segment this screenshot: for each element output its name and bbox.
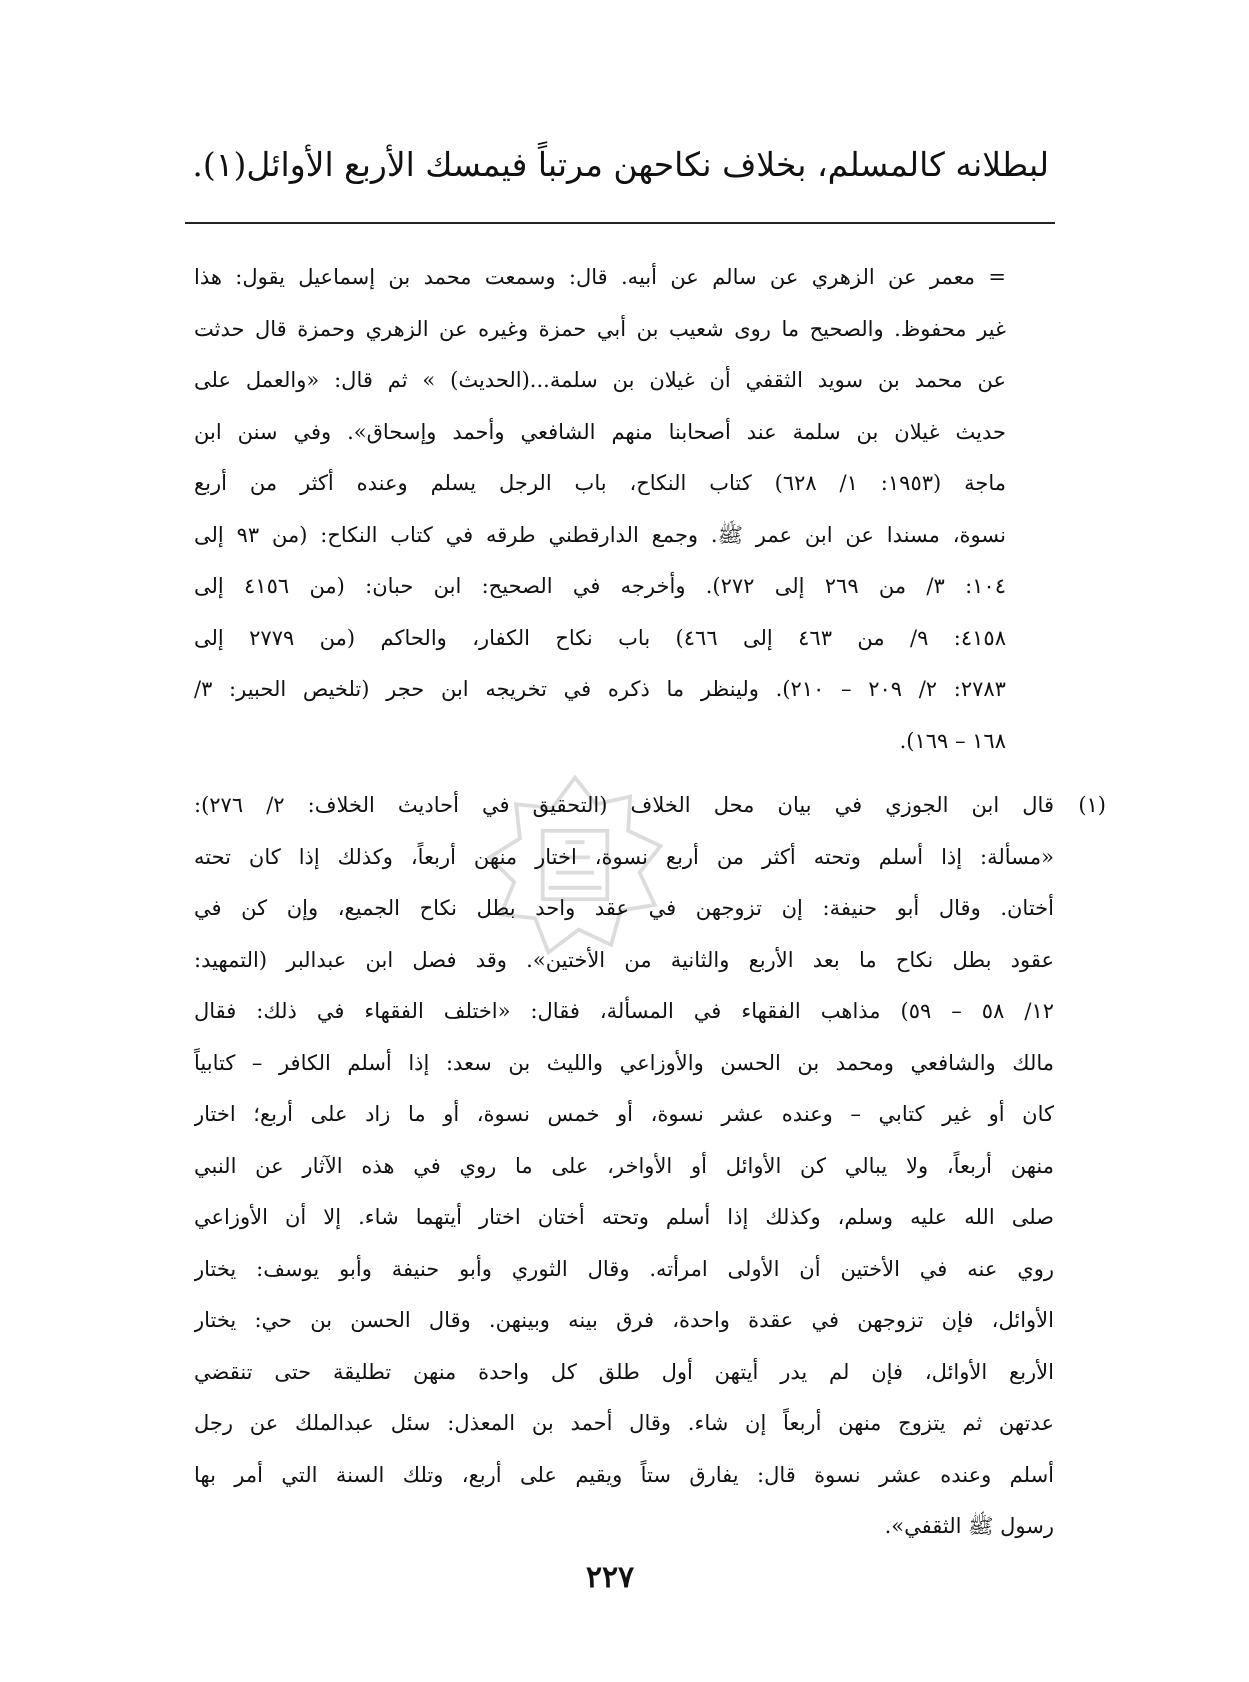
footnote-line: الأربع الأوائل، فإن لم يدر أيتهن أول طلق كل واحدة منهن تطليقة حتى تنقضي [194,1359,1054,1384]
footnote-line: قال ابن الجوزي في بيان محل الخلاف (التحقيق في أحاديث الخلاف: ٢/ ٢٧٦): [194,793,1054,817]
footnote-marker: (١) [1078,793,1106,817]
footnote-line: غير محفوظ. والصحيح ما روى شعيب بن أبي حمزة وغيره عن الزهري وحمزة قال حدثت [194,316,1006,341]
footnote-line: عقود بطل نكاح ما بعد الأربع والثانية من الأختين». وقد فصل ابن عبدالبر (التمهيد: [194,947,1054,972]
footnote-line: ٢٧٨٣: ٢/ ٢٠٩ – ٢١٠). ولينظر ما ذكره في تخريجه ابن حجر (تلخيص الحبير: ٣/ [194,677,1006,701]
footnote-line: عن محمد بن سويد الثقفي أن غيلان بن سلمة...(الحديث) » ثم قال: «والعمل على [194,368,1006,392]
footnote-line: ١٠٤: ٣/ من ٢٦٩ إلى ٢٧٢). وأخرجه في الصحيح: ابن حبان: (من ٤١٥٦ إلى [194,574,1006,598]
main-text-line: لبطلانه كالمسلم، بخلاف نكاحهن مرتباً فيمسك الأربع الأوائل(١). [192,145,1049,184]
footnote-line: مالك والشافعي ومحمد بن الحسن والأوزاعي والليث بن سعد: إذا أسلم الكافر – كتابياً [194,1050,1054,1075]
footnote-line: كان أو غير كتابي – وعنده عشر نسوة، أو خمس نسوة، أو ما زاد على أربع؛ اختار [194,1102,1054,1126]
footnote-line: = معمر عن الزهري عن سالم عن أبيه. قال: وسمعت محمد بن إسماعيل يقول: هذا [194,265,1006,289]
footnote-line: حديث غيلان بن سلمة عند أصحابنا منهم الشافعي وأحمد وإسحاق». وفي سنن ابن [194,419,1006,444]
footnote-continuation [194,252,1006,767]
page-number: ٢٢٧ [585,1560,635,1595]
footnote-line: «مسألة: إذا أسلم وتحته أكثر من أربع نسوة، اختار منهن أربعاً، وكذلك إذا كان تحته [194,844,1054,869]
footnote-1 [194,780,1106,1553]
footnote-line: عدتهن ثم يتزوج منهن أربعاً إن شاء. وقال أحمد بن المعذل: سئل عبدالملك عن رجل [194,1411,1054,1435]
footnote-line: ماجة (١٩٥٣: ١/ ٦٢٨) كتاب النكاح، باب الرجل يسلم وعنده أكثر من أربع [194,471,1006,495]
footnote-line: ٤١٥٨: ٩/ من ٤٦٣ إلى ٤٦٦) باب نكاح الكفار، والحاكم (من ٢٧٧٩ إلى [194,625,1006,650]
footnote-line: أسلم وعنده عشر نسوة قال: يفارق ستاً ويقيم على أربع، وتلك السنة التي أمر بها [194,1462,1054,1487]
footnote-divider [185,222,1055,224]
footnote-line: روي عنه في الأختين أن الأولى امرأته. وقال الثوري وأبو حنيفة وأبو يوسف: يختار [194,1256,1054,1281]
footnote-line: نسوة، مسندا عن ابن عمر ﷺ. وجمع الدارقطني طرقه في كتاب النكاح: (من ٩٣ إلى [194,522,1006,547]
footnote-line: الأوائل، فإن تزوجهن في عقدة واحدة، فرق بينه وبينهن. وقال الحسن بن حي: يختار [194,1308,1054,1332]
footnote-line: رسول ﷺ الثقفي». [884,1514,1054,1538]
footnote-line: ١٢/ ٥٨ – ٥٩) مذاهب الفقهاء في المسألة، فقال: «اختلف الفقهاء في ذلك: فقال [194,999,1054,1023]
footnote-line: منهن أربعاً، ولا يبالي كن الأوائل أو الأواخر، على ما روي في هذه الآثار عن النبي [194,1153,1054,1178]
footnote-line: أختان. وقال أبو حنيفة: إن تزوجهن في عقد واحد بطل نكاح الجميع، وإن كن في [194,896,1054,920]
footnote-line: ١٦٨ – ١٦٩). [899,728,1006,753]
footnote-line: صلى الله عليه وسلم، وكذلك إذا أسلم وتحته أختان اختار أيتهما شاء. إلا أن الأوزاعي [194,1205,1054,1229]
